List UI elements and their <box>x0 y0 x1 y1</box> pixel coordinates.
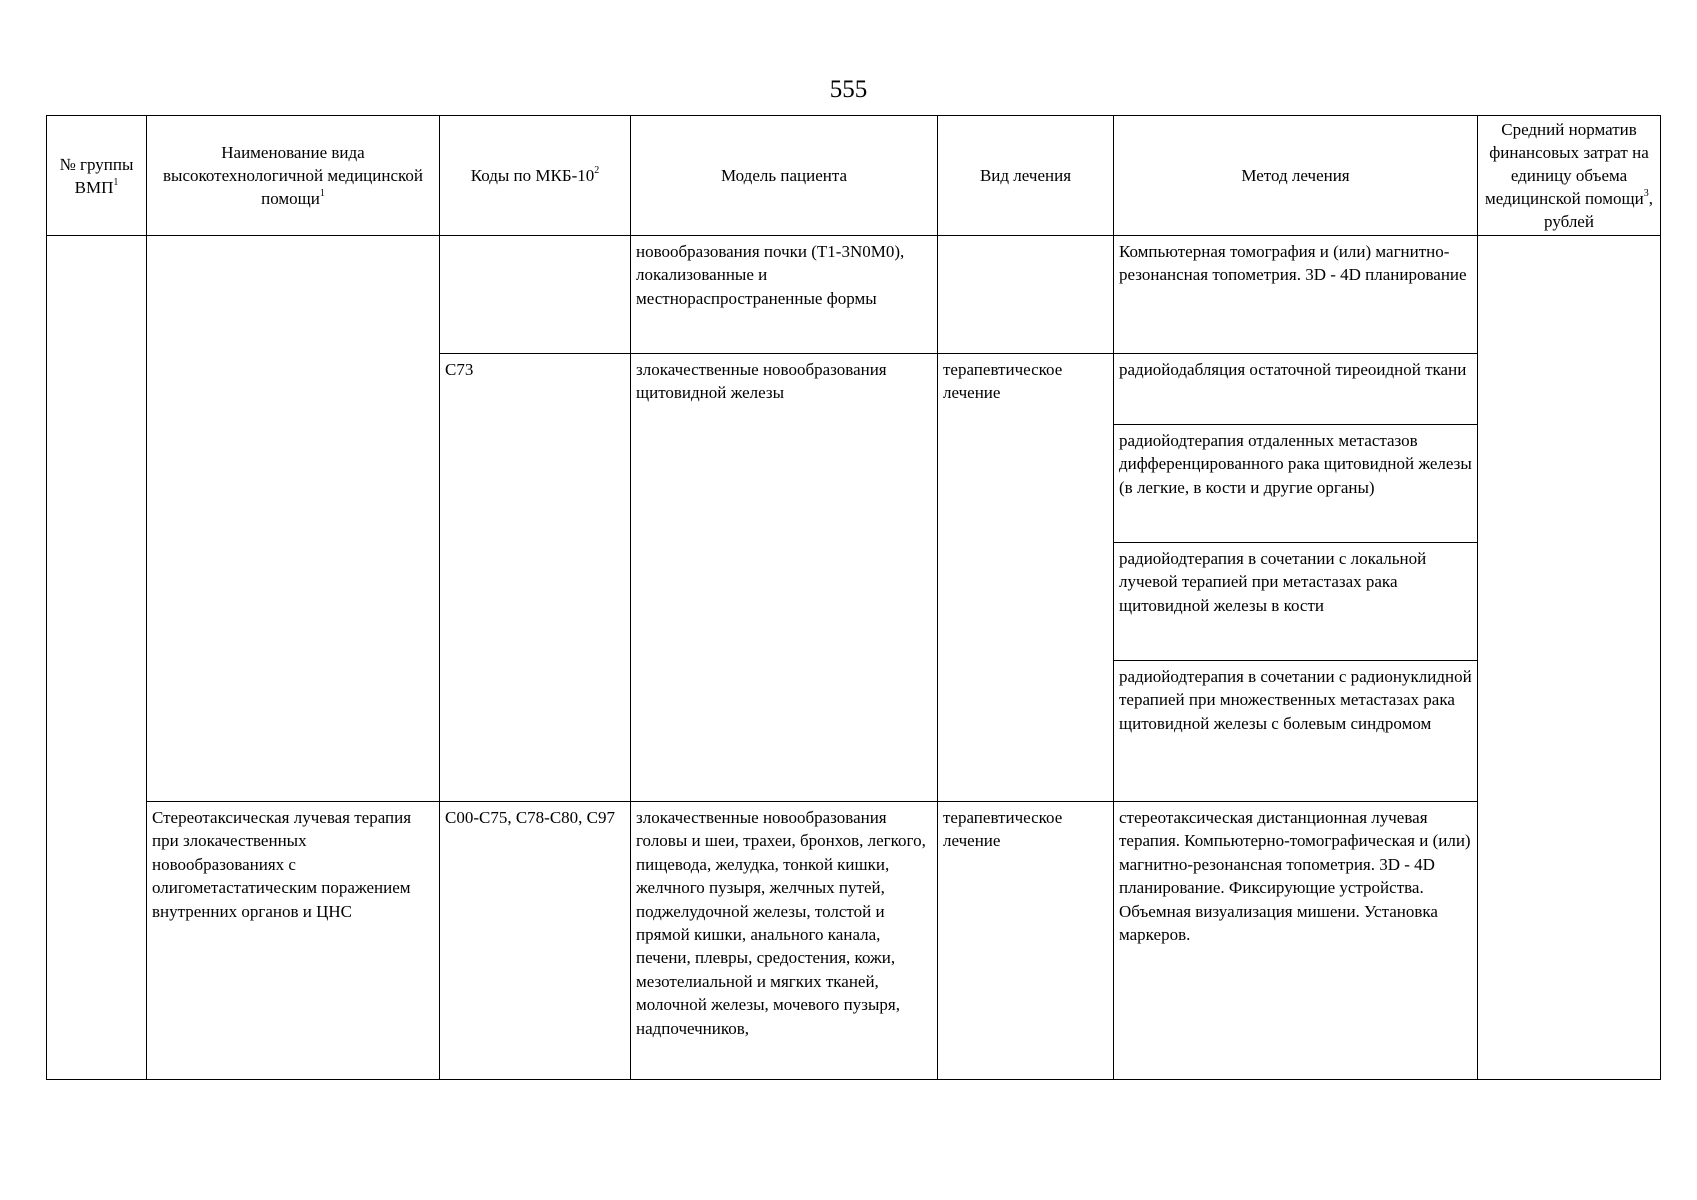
table-row <box>47 802 1661 1080</box>
header-group-number: № группы ВМП$^1$ <box>47 116 147 236</box>
treatment-method-cell: радиойодтерапия отдаленных метастазов дифференцированного рака щитовидной железы (в легкие, в кости и другие органы) <box>1114 425 1478 543</box>
treatment-table <box>46 115 1661 1080</box>
treatment-type-cell <box>938 236 1114 354</box>
header-patient-model: Модель пациента <box>631 116 938 236</box>
header-cost-norm: Средний норматив финансовых затрат на единицу объема медицинской помощи$^3$, рублей <box>1478 116 1661 236</box>
icd-codes-cell: C00-C75, C78-C80, C97 <box>440 802 631 1080</box>
page-number: 555 <box>829 76 868 103</box>
patient-model-cell: злокачественные новообразования головы и шеи, трахеи, бронхов, легкого, пищевода, желудка, тонкой кишки, желчного пузыря, желчных путей, поджелудочной железы, толстой и прямой кишки, анального канала, печени, плевры, средостения, кожи, мезотелиальной и мягких тканей, молочной железы, мочевого пузыря, надпочечников, <box>631 802 938 1080</box>
header-care-type-name: Наименование вида высокотехнологичной медицинской помощи$^1$ <box>147 116 440 236</box>
patient-model-cell: новообразования почки (T1-3N0M0), локализованные и местнораспространенные формы <box>631 236 938 354</box>
table-row <box>47 236 1661 354</box>
care-type-name-cell <box>147 236 440 802</box>
icd-codes-cell <box>440 236 631 354</box>
treatment-method-cell: радиойодтерапия в сочетании с локальной лучевой терапией при метастазах рака щитовидной железы в кости <box>1114 543 1478 661</box>
treatment-method-cell: стереотаксическая дистанционная лучевая терапия. Компьютерно-томографическая и (или) магнитно-резонансная топометрия. 3D - 4D планирование. Фиксирующие устройства. Объемная визуализация мишени. Установка маркеров. <box>1114 802 1478 1080</box>
header-treatment-method: Метод лечения <box>1114 116 1478 236</box>
patient-model-cell: злокачественные новообразования щитовидной железы <box>631 354 938 802</box>
cost-norm-cell <box>1478 236 1661 1080</box>
treatment-method-cell: радиойодтерапия в сочетании с радионуклидной терапией при множественных метастазах рака щитовидной железы с болевым синдромом <box>1114 661 1478 802</box>
treatment-type-cell: терапевтическое лечение <box>938 802 1114 1080</box>
treatment-method-cell: радиойодабляция остаточной тиреоидной ткани <box>1114 354 1478 425</box>
care-type-name-cell: Стереотаксическая лучевая терапия при злокачественных новообразованиях с олигометастатическим поражением внутренних органов и ЦНС <box>147 802 440 1080</box>
treatment-type-cell: терапевтическое лечение <box>938 354 1114 802</box>
table-header-row <box>47 116 1661 236</box>
header-icd-codes: Коды по МКБ-$10^2$ <box>440 116 631 236</box>
treatment-method-cell: Компьютерная томография и (или) магнитно-резонансная топометрия. 3D - 4D планирование <box>1114 236 1478 354</box>
header-treatment-type: Вид лечения <box>938 116 1114 236</box>
icd-codes-cell: C73 <box>440 354 631 802</box>
group-number-cell <box>47 236 147 1080</box>
